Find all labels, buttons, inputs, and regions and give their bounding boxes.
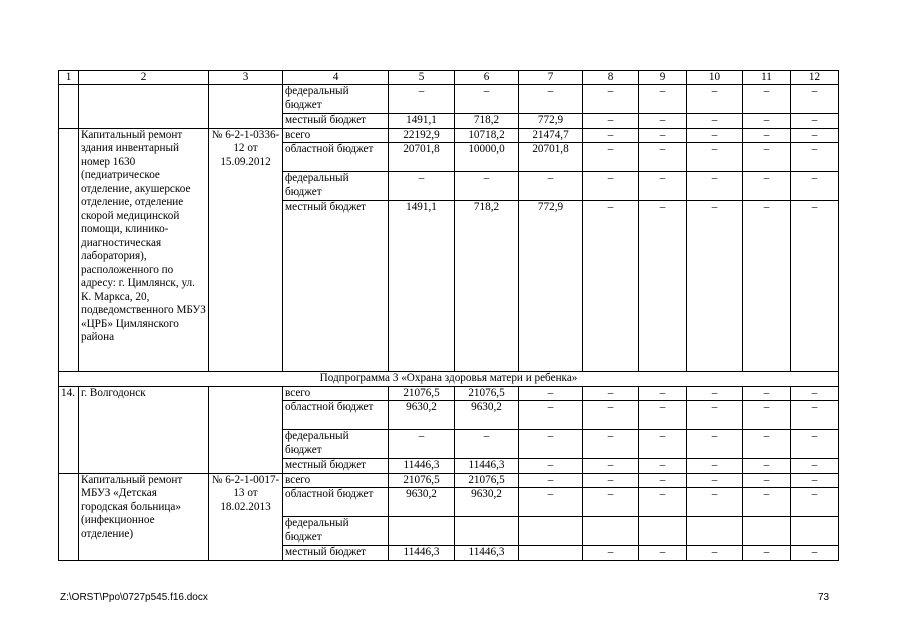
amount-cell: – [639,143,687,172]
amount-cell: – [583,201,639,372]
amount-cell: – [743,128,791,143]
amount-cell [583,517,639,546]
amount-cell: – [519,386,583,401]
amount-cell: – [519,85,583,114]
funding-source-cell: местный бюджет [283,546,389,561]
amount-cell: – [743,459,791,474]
column-number-header: 10 [687,71,743,85]
amount-cell: – [519,172,583,201]
funding-source-cell: федеральный бюджет [283,85,389,114]
item-number-cell [59,85,79,129]
amount-cell: 9630,2 [455,488,519,517]
item-number-cell [59,473,79,560]
funding-source-cell: местный бюджет [283,459,389,474]
amount-cell: – [583,85,639,114]
column-number-header: 7 [519,71,583,85]
amount-cell: – [687,473,743,488]
amount-cell: – [791,430,839,459]
item-number-cell: 14. [59,386,79,473]
column-number-header: 12 [791,71,839,85]
amount-cell: – [639,386,687,401]
funding-source-cell: местный бюджет [283,201,389,372]
amount-cell: – [791,546,839,561]
amount-cell: – [687,85,743,114]
column-number-header: 4 [283,71,389,85]
amount-cell: 22192,9 [389,128,455,143]
amount-cell: – [743,172,791,201]
amount-cell: – [583,459,639,474]
amount-cell: 21076,5 [455,473,519,488]
funding-source-cell: федеральный бюджет [283,172,389,201]
amount-cell: 11446,3 [455,459,519,474]
amount-cell: – [791,473,839,488]
document-number-cell: № 6-2-1-0017-13 от 18.02.2013 [209,473,283,560]
amount-cell: – [743,546,791,561]
amount-cell: – [519,459,583,474]
column-number-header: 9 [639,71,687,85]
amount-cell: 9630,2 [389,401,455,430]
amount-cell: – [687,114,743,129]
amount-cell: 718,2 [455,201,519,372]
item-description-cell: г. Волгодонск [79,386,209,473]
amount-cell: – [583,172,639,201]
funding-source-cell: местный бюджет [283,114,389,129]
amount-cell [519,517,583,546]
column-number-header: 5 [389,71,455,85]
funding-source-cell: всего [283,128,389,143]
item-description-cell: Капитальный ремонт здания инвентарный номер 1630 (педиатрическое отделение, акушерское отделение, отделение скорой медицинской помощи, клинико-диагностическая лаборатория), расположенного по адресу: г. Цимлянск, ул. К. Маркса, 20, подведомственного МБУЗ «ЦРБ» Цимлянского района [79,128,209,372]
amount-cell: 21474,7 [519,128,583,143]
item-description-cell: Капитальный ремонт МБУЗ «Детская городская больница» (инфекционное отделение) [79,473,209,560]
amount-cell: 10000,0 [455,143,519,172]
column-number-header: 6 [455,71,519,85]
amount-cell: – [791,143,839,172]
subprogram-row [59,372,839,387]
amount-cell: – [791,201,839,372]
budget-table [58,70,839,561]
amount-cell: – [743,488,791,517]
amount-cell: – [389,85,455,114]
amount-cell [687,517,743,546]
amount-cell: – [687,430,743,459]
amount-cell: 1491,1 [389,201,455,372]
amount-cell: – [687,401,743,430]
amount-cell: – [583,430,639,459]
page-number: 73 [818,592,830,603]
item-number-cell [59,128,79,372]
amount-cell: – [743,114,791,129]
amount-cell: – [583,386,639,401]
amount-cell: – [519,401,583,430]
column-number-header: 3 [209,71,283,85]
amount-cell: 772,9 [519,201,583,372]
amount-cell: 21076,5 [389,386,455,401]
amount-cell: – [687,172,743,201]
amount-cell: – [639,546,687,561]
amount-cell: – [455,85,519,114]
amount-cell: – [791,386,839,401]
amount-cell: – [791,128,839,143]
amount-cell: – [389,430,455,459]
amount-cell: – [687,386,743,401]
amount-cell: 10718,2 [455,128,519,143]
item-description-cell [79,85,209,129]
document-number-cell [209,386,283,473]
document-page [58,70,838,561]
amount-cell: – [639,430,687,459]
funding-source-cell: всего [283,473,389,488]
funding-source-cell: федеральный бюджет [283,517,389,546]
amount-cell: 11446,3 [455,546,519,561]
amount-cell: – [743,430,791,459]
amount-cell: – [791,85,839,114]
amount-cell: – [743,201,791,372]
amount-cell: – [639,488,687,517]
amount-cell: – [583,546,639,561]
amount-cell [519,546,583,561]
amount-cell: – [687,128,743,143]
amount-cell: – [639,201,687,372]
amount-cell: – [519,430,583,459]
amount-cell: – [743,401,791,430]
amount-cell: 11446,3 [389,546,455,561]
amount-cell [743,517,791,546]
amount-cell: 20701,8 [389,143,455,172]
header-row [59,71,839,85]
amount-cell: – [791,459,839,474]
amount-cell [389,517,455,546]
amount-cell: – [455,172,519,201]
table-row [59,85,839,114]
table-row [59,128,839,143]
amount-cell: – [687,459,743,474]
amount-cell: – [743,85,791,114]
amount-cell: – [743,386,791,401]
amount-cell: – [583,473,639,488]
footer-file-path: Z:\ORST\Ppo\0727p545.f16.docx [60,592,208,603]
table-row [59,386,839,401]
amount-cell: 21076,5 [389,473,455,488]
amount-cell [791,517,839,546]
column-number-header: 2 [79,71,209,85]
amount-cell: – [583,128,639,143]
amount-cell: – [791,488,839,517]
amount-cell: – [455,430,519,459]
amount-cell: – [583,143,639,172]
document-number-cell [209,85,283,129]
amount-cell: – [583,488,639,517]
amount-cell: – [639,172,687,201]
funding-source-cell: всего [283,386,389,401]
amount-cell: – [583,401,639,430]
funding-source-cell: областной бюджет [283,401,389,430]
amount-cell: – [639,85,687,114]
amount-cell: – [519,488,583,517]
column-number-header: 8 [583,71,639,85]
column-number-header: 1 [59,71,79,85]
funding-source-cell: областной бюджет [283,143,389,172]
amount-cell: – [639,401,687,430]
amount-cell: 772,9 [519,114,583,129]
amount-cell: 21076,5 [455,386,519,401]
document-number-cell: № 6-2-1-0336-12 от 15.09.2012 [209,128,283,372]
amount-cell: 11446,3 [389,459,455,474]
amount-cell: – [639,473,687,488]
amount-cell: – [687,546,743,561]
amount-cell: – [639,128,687,143]
amount-cell: – [583,114,639,129]
amount-cell: – [639,459,687,474]
amount-cell: 9630,2 [389,488,455,517]
amount-cell: – [687,201,743,372]
amount-cell [455,517,519,546]
amount-cell: – [791,114,839,129]
amount-cell: – [687,143,743,172]
amount-cell: 1491,1 [389,114,455,129]
amount-cell: 9630,2 [455,401,519,430]
amount-cell: 718,2 [455,114,519,129]
funding-source-cell: областной бюджет [283,488,389,517]
amount-cell: – [791,172,839,201]
amount-cell [639,517,687,546]
amount-cell: – [519,473,583,488]
amount-cell: – [687,488,743,517]
subprogram-title: Подпрограмма 3 «Охрана здоровья матери и ребенка» [59,372,839,387]
table-body [59,71,839,561]
amount-cell: 20701,8 [519,143,583,172]
table-row [59,473,839,488]
amount-cell: – [389,172,455,201]
amount-cell: – [743,143,791,172]
column-number-header: 11 [743,71,791,85]
amount-cell: – [743,473,791,488]
amount-cell: – [639,114,687,129]
funding-source-cell: федеральный бюджет [283,430,389,459]
amount-cell: – [791,401,839,430]
